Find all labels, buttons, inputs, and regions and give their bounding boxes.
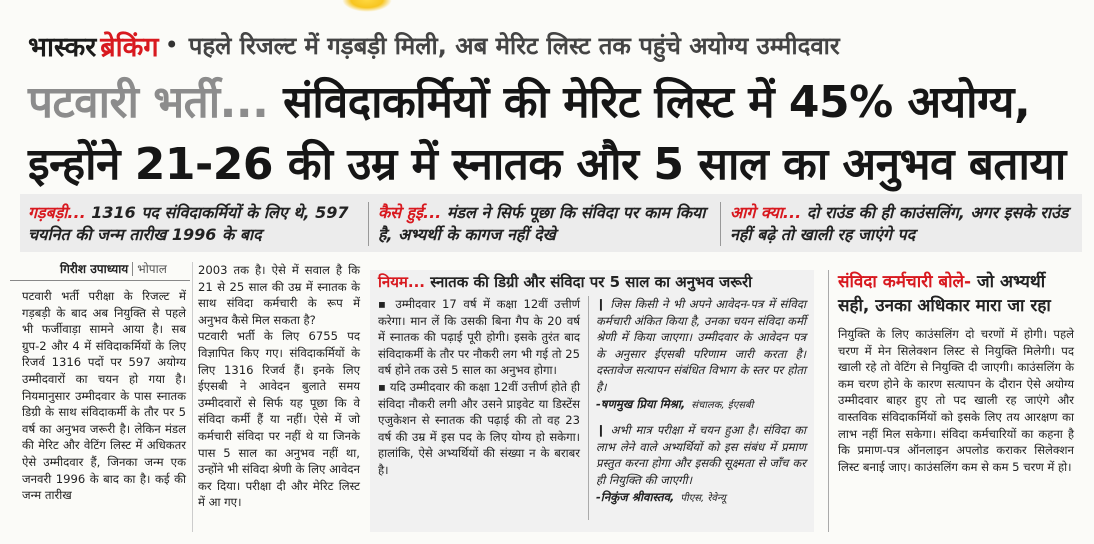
column-divider (828, 270, 829, 532)
article-column-1 (22, 288, 186, 504)
divider (720, 202, 721, 246)
byline (60, 260, 167, 277)
rules-title-text: स्नातक की डिग्री और संविदा पर 5 साल का अनुभव जरूरी (430, 273, 752, 291)
rules-box-title (378, 272, 752, 292)
quote-2-role: पीएस, रेवेन्यू (680, 492, 726, 504)
subhead-text: 1316 पद संविदाकर्मियों के लिए थे, 597 चयनित की जन्म तारीख 1996 के बाद (28, 203, 349, 244)
headline-kicker: पटवारी भर्ती... (28, 77, 269, 128)
rule-line (10, 280, 190, 281)
byline-location: भोपाल (132, 262, 167, 276)
quotes-column (596, 296, 806, 507)
divider (368, 202, 369, 246)
article-paragraph: पटवारी भर्ती परीक्षा के रिजल्ट में गड़बड़ी के बाद अब नियुक्ति से पहले भी फर्जीवाड़ा सामने आया है। सब ग्रुप-2 और 4 में संविदाकर्मियों के लिए रिजर्व 1316 पदों पर 597 अयोग्य उम्मीदवारों का चयन हो गया है। नियमानुसार उम्मीदवार के पास स्नातक डिग्री के साथ संविदाकर्मी के तौर पर 5 वर्ष का अनुभव जरूरी है। लेकिन मंडल की मेरिट और वेटिंग लिस्ट में अधिकतर ऐसे उम्मीदवार हैं, जिनका जन्म एक जनवरी 1996 के बाद का है। कई की जन्म तारीख (22, 289, 186, 503)
sidebar-body (838, 326, 1074, 475)
quote-2: ❙ अभी मात्र परीक्षा में चयन हुआ है। संविदा का लाभ लेने वाले अभ्यर्थियों को इस संबंध में प्रमाण प्रस्तुत करना होगा और इसकी सूक्ष्मता से जाँच कर ही नियुक्ति की जाएगी। (596, 423, 806, 487)
quote-1-signature (596, 396, 806, 415)
subhead-aage-kya (730, 202, 1070, 246)
subhead-gadbadi (28, 202, 356, 246)
subhead-kaise-hui (378, 202, 708, 246)
quote-2-signature (596, 489, 806, 508)
brand-breaking: ब्रेकिंग (100, 31, 159, 63)
breaking-text: पहले रिजल्ट में गड़बड़ी मिली, अब मेरिट लिस्ट तक पहुंचे अयोग्य उम्मीदवार (188, 31, 840, 60)
spacer (596, 414, 806, 422)
subhead-label: आगे क्या... (730, 203, 802, 222)
headline-line-1 (28, 70, 1030, 130)
quote-1-role: संचालक, ईएसबी (691, 399, 754, 411)
rules-label: नियम... (378, 273, 425, 291)
sun-logo-decoration (342, 0, 392, 12)
sidebar-headline (838, 270, 1074, 318)
rule-point-1: ▪ उम्मीदवार 17 वर्ष में कक्षा 12वीं उत्तीर्ण करेगा। मान लें कि उसकी बिना गैप के 20 वर्ष में स्नातक की पढ़ाई पूरी होगी। इसके तुरंत बाद संविदाकर्मी के तौर पर नौकरी लग भी गई तो 25 वर्ष होने तक उसे 5 साल का अनुभव होगा। (378, 297, 580, 378)
breaking-strip (28, 20, 1068, 70)
column-divider (192, 262, 193, 532)
rules-column-left (378, 296, 580, 479)
column-divider (588, 296, 589, 520)
subhead-text: दो राउंड की ही काउंसलिंग, अगर इसके राउंड नहीं बढ़े तो खाली रह जाएंगे पद (730, 203, 1069, 244)
bullet-icon: • (164, 31, 179, 59)
sidebar-label: संविदा कर्मचारी बोले- (838, 272, 972, 292)
article-column-2 (198, 262, 360, 511)
headline-line-1-text: संविदाकर्मियों की मेरिट लिस्ट में 45% अयोग्य, (283, 77, 1031, 128)
subhead-label: कैसे हुई... (378, 203, 442, 222)
subhead-text: मंडल ने सिर्फ पूछा कि संविदा पर काम किया है, अभ्यर्थी के कागज नहीं देखे (378, 203, 706, 244)
article-paragraph: 2003 तक है। ऐसे में सवाल है कि 21 से 25 साल की उम्र में स्नातक के साथ संविदा कर्मचारी के रूप में अनुभव कैसे मिल सकता है? (198, 263, 360, 327)
sidebar-paragraph: नियुक्ति के लिए काउंसलिंग दो चरणों में होगी। पहले चरण में मेन सिलेक्शन लिस्ट से नियुक्ति मिलेगी। पद खाली रहे तो वेटिंग से नियुक्ति दी जाएगी। काउंसलिंग के कम चरण होने के कारण सत्यापन के दौरान ऐसे अयोग्य उम्मीदवार बाहर हुए तो पद खाली रह जाएंगे और वास्तविक संविदाकर्मियों को इसके लिए तय आरक्षण का लाभ नहीं मिल सकेगा। संविदा कर्मचारियों का कहना है कि प्रमाण-पत्र ऑनलाइन अपलोड कराकर सिलेक्शन लिस्ट बनाई जाए। काउंसलिंग कम से कम 5 चरण में हो। (838, 327, 1074, 474)
rule-point-2: ▪ यदि उम्मीदवार की कक्षा 12वीं उत्तीर्ण होते ही संविदा नौकरी लगी और उसने प्राइवेट या डिस्टेंस एजुकेशन से स्नातक की पढ़ाई की तो वह 23 वर्ष की उम्र में इस पद के लिए योग्य हो सकेगा। हालांकि, ऐसे अभ्यर्थियों की संख्या न के बराबर है। (378, 379, 580, 477)
byline-author: गिरीश उपाध्याय (60, 262, 129, 276)
quote-2-name: -निकुंज श्रीवास्तव, (596, 489, 675, 504)
headline-line-2: इन्होंने 21-26 की उम्र में स्नातक और 5 साल का अनुभव बताया (28, 139, 1066, 190)
brand-bhaskar: भास्कर (28, 31, 97, 63)
sidebar-title-text: जो अभ्यर्थी सही, उनका अधिकार मारा जा रहा (838, 272, 1051, 316)
quote-1-name: -षणमुख प्रिया मिश्रा, (596, 396, 686, 411)
quote-1: ❙ जिस किसी ने भी अपने आवेदन-पत्र में संविदा कर्मचारी अंकित किया है, उनका चयन संविदा कर्मी श्रेणी में किया जाएगा। उम्मीदवार के आवेदन पत्र के अनुसार ईएसबी परिणाम जारी करता है। दस्तावेज सत्यापन संबंधित विभाग के स्तर पर होता है। (596, 297, 806, 394)
subhead-label: गड़बड़ी... (28, 203, 86, 222)
article-paragraph: पटवारी भर्ती के लिए 6755 पद विज्ञापित किए गए। संविदाकर्मियों के लिए 1316 रिजर्व हैं। इनके लिए ईएसबी ने आवेदन बुलाते समय उम्मीदवारों से सिर्फ यह पूछा कि वे संविदा कर्मी हैं या नहीं। ऐसे में जो कर्मचारी संविदा पर नहीं थे या जिनके पास 5 साल का अनुभव नहीं था, उन्होंने भी संविदा श्रेणी के लिए आवेदन कर दिया। परीक्षा दी और मेरिट लिस्ट में आ गए। (198, 329, 360, 510)
subheads-strip (20, 194, 1082, 252)
